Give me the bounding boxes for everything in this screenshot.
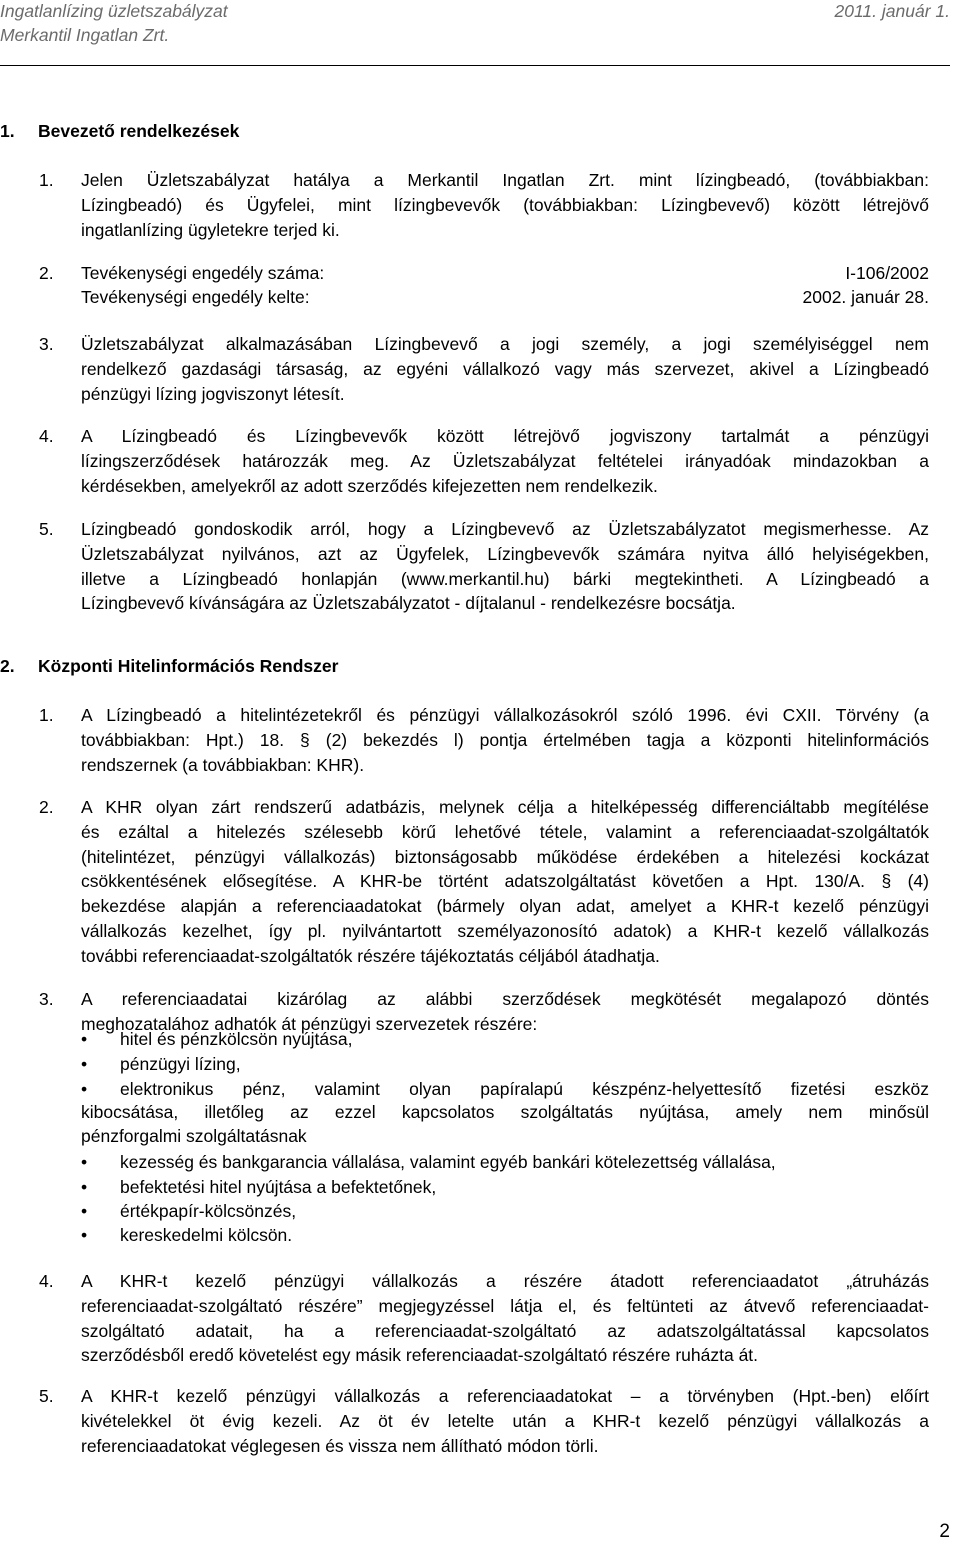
bullet-text: pénzügyi lízing,: [120, 1054, 241, 1074]
paragraph-line: A KHR-t kezelő pénzügyi vállalkozás a részére átadott referenciaadatot „átruházás: [81, 1271, 929, 1291]
s2-item-4-paragraph: [81, 1269, 929, 1368]
paragraph-line: illetve a Lízingbeadó honlapján (www.merkantil.hu) bárki megtekintheti. A Lízingbeadó a: [81, 568, 929, 589]
section-1-title: Bevezető rendelkezések: [38, 121, 240, 141]
paragraph-line: kivételekkel öt évig kezeli. Az öt év letelte után a KHR-t kezelő pénzügyi vállalkozás a: [81, 1410, 929, 1431]
paragraph-line: szolgáltató adatait, ha a referenciaadat-szolgáltató az adatszolgáltatással kapcsolatos: [81, 1320, 929, 1341]
s1-item-5-number: 5.: [39, 519, 54, 539]
license-date-row: [81, 285, 929, 310]
s2-item-1-number: 1.: [39, 705, 54, 725]
s2-item-2-paragraph: [81, 795, 929, 969]
paragraph-line: Üzletszabályzat alkalmazásában Lízingbevevő a jogi személy, a jogi személyiséggel nem: [81, 334, 929, 354]
section-1-number: 1.: [0, 121, 15, 141]
license-number-row: [81, 261, 929, 286]
paragraph-line: Üzletszabályzat nyilvános, azt az Ügyfelek, Lízingbevevők számára nyitva álló helyiségekben,: [81, 543, 929, 564]
section-2-title: Központi Hitelinformációs Rendszer: [38, 656, 339, 676]
s1-item-1-paragraph: [81, 168, 929, 242]
paragraph-line: A KHR olyan zárt rendszerű adatbázis, melynek célja a hitelképesség differenciáltabb megítélése: [81, 797, 929, 817]
section-2-heading: [0, 655, 338, 677]
paragraph-line: rendszernek (a továbbiakban: KHR).: [81, 754, 365, 775]
paragraph-line: további referenciaadat-szolgáltatók részére tájékoztatás céljából átadhatja.: [81, 945, 660, 966]
header-company: Merkantil Ingatlan Zrt.: [0, 25, 170, 45]
license-date-label: Tevékenységi engedély kelte:: [81, 287, 310, 307]
s1-item-4-paragraph: [81, 424, 929, 498]
paragraph-line: továbbiakban: Hpt.) 18. § (2) bekezdés l) pontja értelmében tagja a központi hitelinformációs: [81, 729, 929, 750]
bullet-icon: •: [81, 1177, 88, 1197]
paragraph-line: lízingszerződések határozzák meg. Az Üzletszabályzat feltételei irányadóak mindazokban a: [81, 450, 929, 471]
paragraph-line: A Lízingbeadó a hitelintézetekről és pénzügyi vállalkozásokról szóló 1996. évi CXII. Törvény (a: [81, 705, 929, 725]
s2-item-2-number: 2.: [39, 797, 54, 817]
paragraph-line: A referenciaadatai kizárólag az alábbi szerződések megkötését megalapozó döntés: [81, 989, 929, 1009]
s2-item-5-number: 5.: [39, 1386, 54, 1406]
bullet-text: kereskedelmi kölcsön.: [120, 1225, 293, 1245]
paragraph-line: pénzforgalmi szolgáltatásnak: [81, 1126, 307, 1146]
bullet-icon: •: [81, 1079, 88, 1099]
paragraph-line: Lízingbevevő kívánságára az Üzletszabályzatot - díjtalanul - rendelkezésre bocsátja.: [81, 593, 736, 614]
bullet-icon: •: [81, 1152, 88, 1172]
bullet-icon: •: [81, 1201, 88, 1221]
bullet-icon: •: [81, 1054, 88, 1074]
paragraph-line: A KHR-t kezelő pénzügyi vállalkozás a referenciaadatokat – a törvényben (Hpt.-ben) előírt: [81, 1386, 929, 1406]
s1-item-5-paragraph: [81, 517, 929, 616]
paragraph-line: (hitelintézet, pénzügyi vállalkozás) biztonságosabb működése érdekében a hitelezési kockázat: [81, 846, 929, 867]
paragraph-line: bekezdése alapján a referenciaadatokat (bármely olyan adat, amelyet a KHR-t kezelő pénzügyi: [81, 896, 929, 917]
bullet-text: kezesség és bankgarancia vállalása, valamint egyéb bankári kötelezettség vállalása,: [120, 1152, 776, 1172]
license-date-value: 2002. január 28.: [802, 287, 929, 307]
s2-item-4-number: 4.: [39, 1271, 54, 1291]
paragraph-line: pénzügyi lízing jogviszonyt létesít.: [81, 383, 345, 404]
header-rule: [0, 65, 950, 66]
s1-item-2-number: 2.: [39, 263, 54, 283]
paragraph-line: vállalkozás kezelhet, így pl. nyilvántartott személyazonosító adatok) a KHR-t kezelő vállalkozás: [81, 920, 929, 941]
s1-item-4-number: 4.: [39, 426, 54, 446]
license-number-value: I-106/2002: [845, 263, 929, 283]
paragraph-line: Lízingbeadó gondoskodik arról, hogy a Lízingbevevő az Üzletszabályzatot megismerhesse. Az: [81, 519, 929, 539]
header-document-title: Ingatlanlízing üzletszabályzat: [0, 1, 228, 21]
bullet-text: befektetési hitel nyújtása a befektetőnek,: [120, 1177, 437, 1197]
paragraph-line: kérdésekben, amelyekről az adott szerződés kifejezetten nem rendelkezik.: [81, 475, 658, 496]
paragraph-line: szerződésből eredő követelést egy másik referenciaadat-szolgáltató részére ruházta át.: [81, 1345, 759, 1366]
paragraph-line: csökkentésének elősegítése. A KHR-be történt adatszolgáltatást követően a Hpt. 130/A. § (4): [81, 871, 929, 892]
s2-item-5-paragraph: [81, 1384, 929, 1458]
paragraph-line: Lízingbeadó) és Ügyfelei, mint lízingbevevők (továbbiakban: Lízingbevevő) között létrejövő: [81, 194, 929, 215]
paragraph-line: referenciaadat-szolgáltató részére” megjegyzéssel látja el, és feltünteti az átvevő referenciaadat-: [81, 1295, 929, 1316]
bullet-text: elektronikus pénz, valamint olyan papíralapú készpénz-helyettesítő fizetési eszköz: [120, 1079, 929, 1099]
bullet-text: hitel és pénzkölcsön nyújtása,: [120, 1029, 353, 1049]
bullet-text: értékpapír-kölcsönzés,: [120, 1201, 297, 1221]
paragraph-line: Jelen Üzletszabályzat hatálya a Merkantil Ingatlan Zrt. mint lízingbeadó, (továbbiakban:: [81, 170, 929, 190]
section-2-number: 2.: [0, 656, 15, 676]
bullet-continuation: [81, 1124, 929, 1149]
s1-item-1-number: 1.: [39, 170, 54, 190]
s2-item-1-paragraph: [81, 703, 929, 777]
s1-item-3-paragraph: [81, 332, 929, 406]
bullet-continuation: [81, 1100, 929, 1125]
license-number-label: Tevékenységi engedély száma:: [81, 263, 325, 283]
bullet-icon: •: [81, 1029, 88, 1049]
paragraph-line: A Lízingbeadó és Lízingbevevők között létrejövő jogviszony tartalmát a pénzügyi: [81, 426, 929, 446]
paragraph-line: és ezáltal a hitelezés szélesebb körű lehetővé tétele, valamint a referenciaadat-szolgáltatók: [81, 821, 929, 842]
paragraph-line: meghozatalához adhatók át pénzügyi szervezetek részére:: [81, 1013, 538, 1034]
s1-item-3-number: 3.: [39, 334, 54, 354]
section-1-heading: [0, 120, 239, 142]
paragraph-line: kibocsátása, illetőleg az ezzel kapcsolatos szolgáltatás nyújtása, amely nem minősül: [81, 1102, 929, 1122]
header-date: 2011. január 1.: [834, 1, 950, 21]
paragraph-line: ingatlanlízing ügyletekre terjed ki.: [81, 219, 340, 240]
s2-item-3-number: 3.: [39, 989, 54, 1009]
bullet-icon: •: [81, 1225, 88, 1245]
paragraph-line: rendelkező gazdasági társaság, az egyéni vállalkozó vagy más szervezet, akivel a Lízingbeadó: [81, 358, 929, 379]
paragraph-line: referenciaadatokat véglegesen és vissza nem állítható módon törli.: [81, 1435, 599, 1456]
page-number: 2: [939, 1521, 950, 1542]
